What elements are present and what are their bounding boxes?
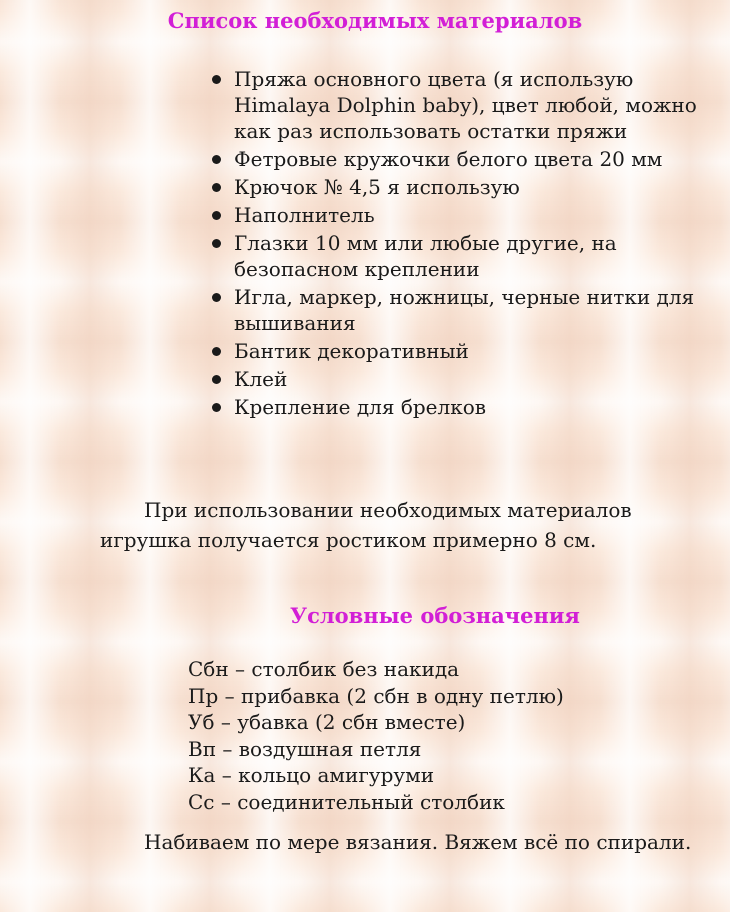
bullet-icon [212, 347, 221, 356]
bullet-icon [212, 183, 221, 192]
list-item-text: Наполнитель [234, 203, 375, 227]
list-item-text: Клей [234, 367, 288, 391]
bullet-icon [212, 403, 221, 412]
list-item [208, 66, 698, 144]
bullet-icon [212, 211, 221, 220]
size-note [100, 495, 700, 555]
bullet-icon [212, 375, 221, 384]
legend-heading: Условные обозначения [290, 603, 580, 628]
legend-item: Вп – воздушная петля [188, 736, 422, 761]
size-note-text: При использовании необходимых материалов игрушка получается ростиком примерно 8 см. [100, 498, 632, 552]
list-item [208, 230, 698, 282]
legend-item: Пр – прибавка (2 сбн в одну петлю) [188, 683, 564, 708]
list-item-text: Фетровые кружочки белого цвета 20 мм [234, 147, 663, 171]
list-item [208, 146, 698, 172]
legend-item: Уб – убавка (2 сбн вместе) [188, 710, 466, 734]
legend-item: Ка – кольцо амигуруми [188, 763, 435, 787]
list-item [208, 284, 698, 336]
list-item-text: Бантик декоративный [234, 339, 469, 363]
list-item-text: Глазки 10 мм или любые другие, на безопасном креплении [234, 231, 617, 281]
materials-list [208, 66, 698, 422]
list-item [208, 394, 698, 420]
list-item-text: Игла, маркер, ножницы, черные нитки для вышивания [234, 285, 695, 335]
closing-note [100, 827, 700, 857]
legend-item: Сбн – столбик без накида [188, 657, 460, 681]
bullet-icon [212, 155, 221, 164]
legend-item: Сс – соединительный столбик [188, 789, 505, 814]
bullet-icon [212, 239, 221, 248]
legend-list [188, 656, 564, 815]
list-item [208, 174, 698, 200]
list-item [208, 366, 698, 392]
list-item [208, 202, 698, 228]
list-item [208, 338, 698, 364]
bullet-icon [212, 75, 221, 84]
list-item-text: Крючок № 4,5 я использую [234, 175, 520, 199]
bullet-icon [212, 293, 221, 302]
materials-heading: Список необходимых материалов [167, 8, 583, 33]
closing-note-text: Набиваем по мере вязания. Вяжем всё по спирали. [144, 830, 692, 854]
list-item-text: Крепление для брелков [234, 395, 487, 419]
list-item-text: Пряжа основного цвета (я использую Himalaya Dolphin baby), цвет любой, можно как раз использовать остатки пряжи [234, 67, 697, 143]
